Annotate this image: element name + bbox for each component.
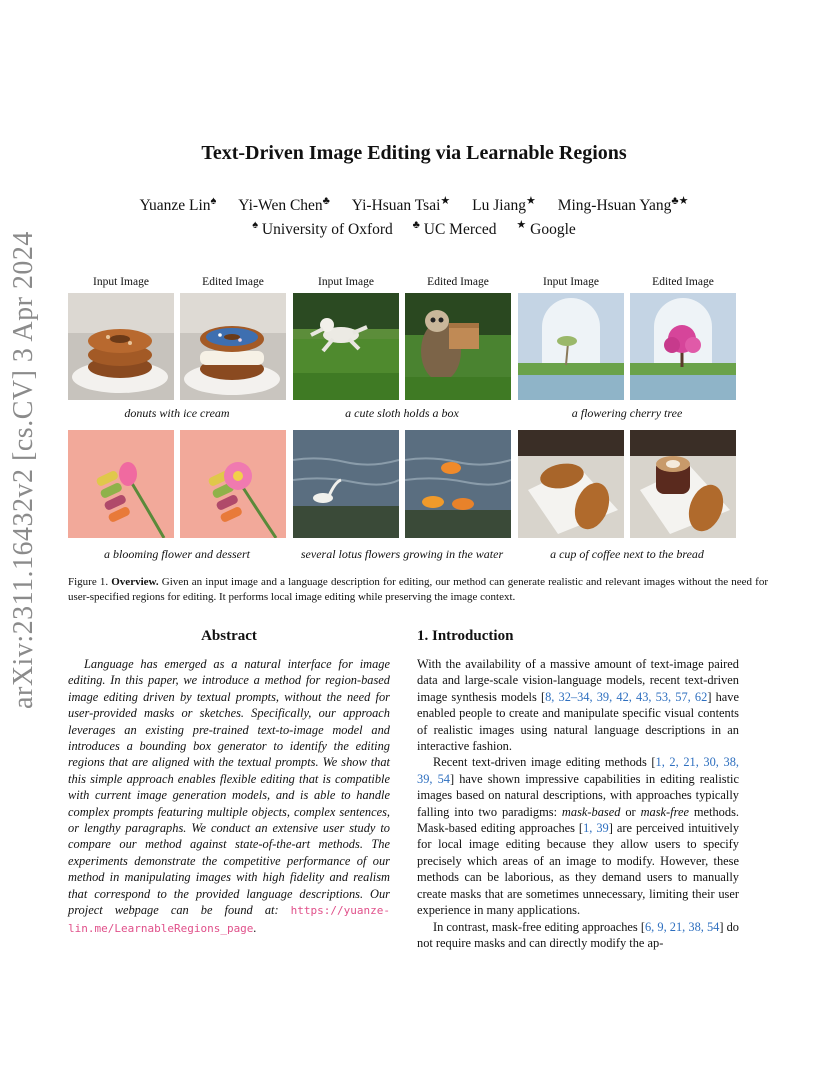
abstract-text: Language has emerged as a natural interface for image editing. In this paper, we introduce a method for region-based image editing driven by textual prompts, without the need for user-provided masks or sketches. Specifically, our approach leverages an existing pre-trained text-to-image model and introduces a bounding box generator to identify the editing regions that are aligned with the textual prompts. We show that this simple approach enables flexible editing that is compatible with current image generation models, and is able to handle complex prompts featuring multiple objects, complex sentences, or lengthy paragraphs. We conduct an extensive user study to compare our method against state-of-the-art methods. The experiments demonstrate the competitive performance of our method in manipulating images with high fidelity and realism that correspond to the provided language descriptions. Our project webpage can be found at: <box>68 657 390 918</box>
figure-column-header: Input Image <box>93 276 149 288</box>
introduction-heading: 1. Introduction <box>417 628 514 644</box>
arxiv-id-text: arXiv:2311.16432v2 [cs.CV] 3 Apr 2024 <box>8 231 39 709</box>
author: Yuanze Lin♠ <box>139 195 217 215</box>
blooming-flower-edited-image <box>180 430 286 538</box>
abstract-heading: Abstract <box>201 628 257 644</box>
author: Yi-Wen Chen♣ <box>238 195 330 215</box>
citation-link[interactable]: 1, 39 <box>583 821 609 836</box>
figure-caption <box>68 575 768 605</box>
figure-row1-caption: donuts with ice cream <box>124 406 230 420</box>
dog-input-image <box>293 293 399 400</box>
figure-column-header: Edited Image <box>427 276 489 288</box>
figure-column-header: Input Image <box>318 276 374 288</box>
citation-link[interactable]: 8, 32–34, 39, 42, 43, 53, 57, 62 <box>545 689 708 704</box>
figure-row2-caption: a cup of coffee next to the bread <box>550 547 704 561</box>
figure-row1-caption: a cute sloth holds a box <box>345 406 459 420</box>
paper-title: Text-Driven Image Editing via Learnable Regions <box>201 142 627 164</box>
figure-caption-bold: Overview. <box>111 576 159 588</box>
cherry-tree-edited-image <box>630 293 736 400</box>
affiliation-list <box>0 218 828 239</box>
egret-water-input-image <box>293 430 399 538</box>
lotus-flowers-edited-image <box>405 430 511 538</box>
sloth-edited-image <box>405 293 511 400</box>
bread-input-image <box>518 430 624 538</box>
coffee-bread-edited-image <box>630 430 736 538</box>
affiliation: ♣ UC Merced <box>412 219 497 239</box>
affiliation: ♠ University of Oxford <box>252 219 393 239</box>
author-list <box>0 194 828 215</box>
figure-column-header: Edited Image <box>202 276 264 288</box>
project-webpage-link[interactable]: https://yuanze-lin.me/LearnableRegions_page <box>68 904 390 935</box>
figure-column-header: Input Image <box>543 276 599 288</box>
citation-link[interactable]: 1, 2, 21, 30, 38, 39, 54 <box>417 755 739 786</box>
figure-row2-caption: several lotus flowers growing in the water <box>300 547 504 561</box>
macaron-tulip-input-image <box>68 430 174 538</box>
abstract-body <box>68 656 390 937</box>
figure-row1-caption: a flowering cherry tree <box>571 406 683 420</box>
author: Yi-Hsuan Tsai★ <box>351 195 451 215</box>
author: Ming-Hsuan Yang♣★ <box>557 195 689 215</box>
intro-paragraph-2: Recent text-driven image editing methods [1, 2, 21, 30, 38, 39, 54] have shown impressive capabilities in editing realistic images based on natural descriptions, with approaches typically falling into two paradigms: mask-based or mask-free methods. Mask-based editing approaches [1, 39] are perceived intuitively for local image editing because they allow users to specify precisely which areas of an image to modify. However, these methods can be laborious, as they demand users to manually create masks that are sometimes unnecessary, limiting their user experience in many applications. <box>417 755 740 918</box>
citation-link[interactable]: 6, 9, 21, 38, 54 <box>644 919 720 934</box>
donuts-input-image <box>68 293 174 400</box>
abstract-end: . <box>253 920 257 935</box>
tree-input-image <box>518 293 624 400</box>
figure-row2-caption: a blooming flower and dessert <box>104 547 250 561</box>
figure-caption-label: Figure 1. <box>68 576 109 588</box>
affiliation: ★ Google <box>516 219 576 239</box>
arxiv-identifier <box>2 231 46 709</box>
intro-paragraph-1: With the availability of a massive amount of text-image paired data and large-scale vision-language models, recent text-driven image synthesis models [8, 32–34, 39, 42, 43, 53, 57, 62] have enabled people to create and manipulate specific visual contents of realistic images using natural language descriptions in an interactive fashion. <box>417 657 739 754</box>
figure-column-header: Edited Image <box>652 276 714 288</box>
author: Lu Jiang★ <box>472 195 536 215</box>
introduction-body <box>417 656 739 951</box>
donuts-edited-image <box>180 293 286 400</box>
intro-paragraph-3: In contrast, mask-free editing approaches [6, 9, 21, 38, 54] do not require masks and can directly modify the ap- <box>417 919 739 950</box>
figure-caption-text: Given an input image and a language description for editing, our method can generate realistic and relevant images without the need for user-specified regions for editing. It performs local image editing while preserving the image context. <box>68 576 768 603</box>
